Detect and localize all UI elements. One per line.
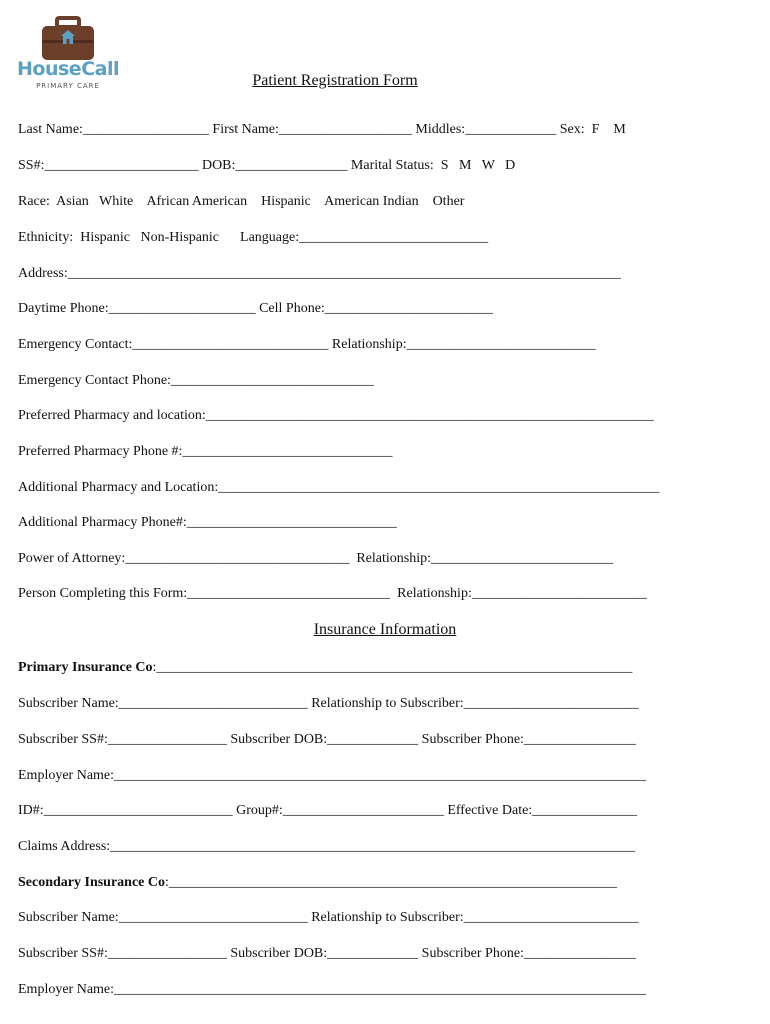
field-emergency-phone-row[interactable]: Emergency Contact Phone:_____________________________ <box>18 373 374 388</box>
field-emergency-contact-row[interactable]: Emergency Contact:____________________________ Relationship:___________________________ <box>18 337 596 352</box>
field-additional-pharmacy-row[interactable]: Additional Pharmacy and Location:_______________________________________________________________ <box>18 480 660 495</box>
field-pharmacy-phone-row[interactable]: Preferred Pharmacy Phone #:______________________________ <box>18 444 393 459</box>
field-primary-insurance-row[interactable] <box>18 659 632 677</box>
field-power-of-attorney-row[interactable]: Power of Attorney:________________________________ Relationship:__________________________ <box>18 551 613 566</box>
field-ethnicity-row[interactable]: Ethnicity: Hispanic Non-Hispanic Language:___________________________ <box>18 230 489 245</box>
logo-subtitle: PRIMARY CARE <box>36 82 100 90</box>
field-name-row[interactable]: Last Name:__________________ First Name:___________________ Middles:_____________ Sex: F M <box>18 122 626 137</box>
field-secondary-subscriber-ssn-row[interactable]: Subscriber SS#:_________________ Subscriber DOB:_____________ Subscriber Phone:________________ <box>18 946 636 961</box>
field-pharmacy-row[interactable]: Preferred Pharmacy and location:________________________________________________________________ <box>18 408 654 423</box>
secondary-insurance-line[interactable]: :________________________________________________________________ <box>165 875 617 890</box>
field-race-row[interactable]: Race: Asian White African American Hispanic American Indian Other <box>18 194 465 209</box>
field-employer-row[interactable]: Employer Name:____________________________________________________________________________ <box>18 768 647 783</box>
field-ssn-row[interactable]: SS#:______________________ DOB:________________ Marital Status: S M W D <box>18 158 516 173</box>
field-claims-address-row[interactable]: Claims Address:___________________________________________________________________________ <box>18 839 636 854</box>
field-address-row[interactable]: Address:_______________________________________________________________________________ <box>18 266 621 281</box>
page-title: Patient Registration Form <box>252 72 418 89</box>
field-additional-pharmacy-phone-row[interactable]: Additional Pharmacy Phone#:______________________________ <box>18 515 397 530</box>
logo-name: HouseCall <box>17 58 119 80</box>
primary-insurance-line[interactable]: :____________________________________________________________________ <box>152 660 633 675</box>
medical-bag-icon <box>40 16 96 62</box>
secondary-insurance-label: Secondary Insurance Co <box>18 875 166 890</box>
field-subscriber-ssn-row[interactable]: Subscriber SS#:_________________ Subscriber DOB:_____________ Subscriber Phone:________________ <box>18 732 636 747</box>
field-secondary-employer-row[interactable]: Employer Name:____________________________________________________________________________ <box>18 982 647 997</box>
field-phone-row[interactable]: Daytime Phone:_____________________ Cell Phone:________________________ <box>18 301 493 316</box>
insurance-section-title: Insurance Information <box>313 621 457 638</box>
field-id-group-row[interactable]: ID#:___________________________ Group#:_______________________ Effective Date:_______________ <box>18 803 638 818</box>
field-secondary-subscriber-name-row[interactable]: Subscriber Name:___________________________ Relationship to Subscriber:_________________________ <box>18 910 639 925</box>
field-subscriber-name-row[interactable]: Subscriber Name:___________________________ Relationship to Subscriber:_________________________ <box>18 696 639 711</box>
primary-insurance-label: Primary Insurance Co <box>18 660 153 675</box>
field-secondary-insurance-row[interactable] <box>18 874 617 892</box>
field-person-completing-row[interactable]: Person Completing this Form:_____________________________ Relationship:_________________________ <box>18 586 647 601</box>
